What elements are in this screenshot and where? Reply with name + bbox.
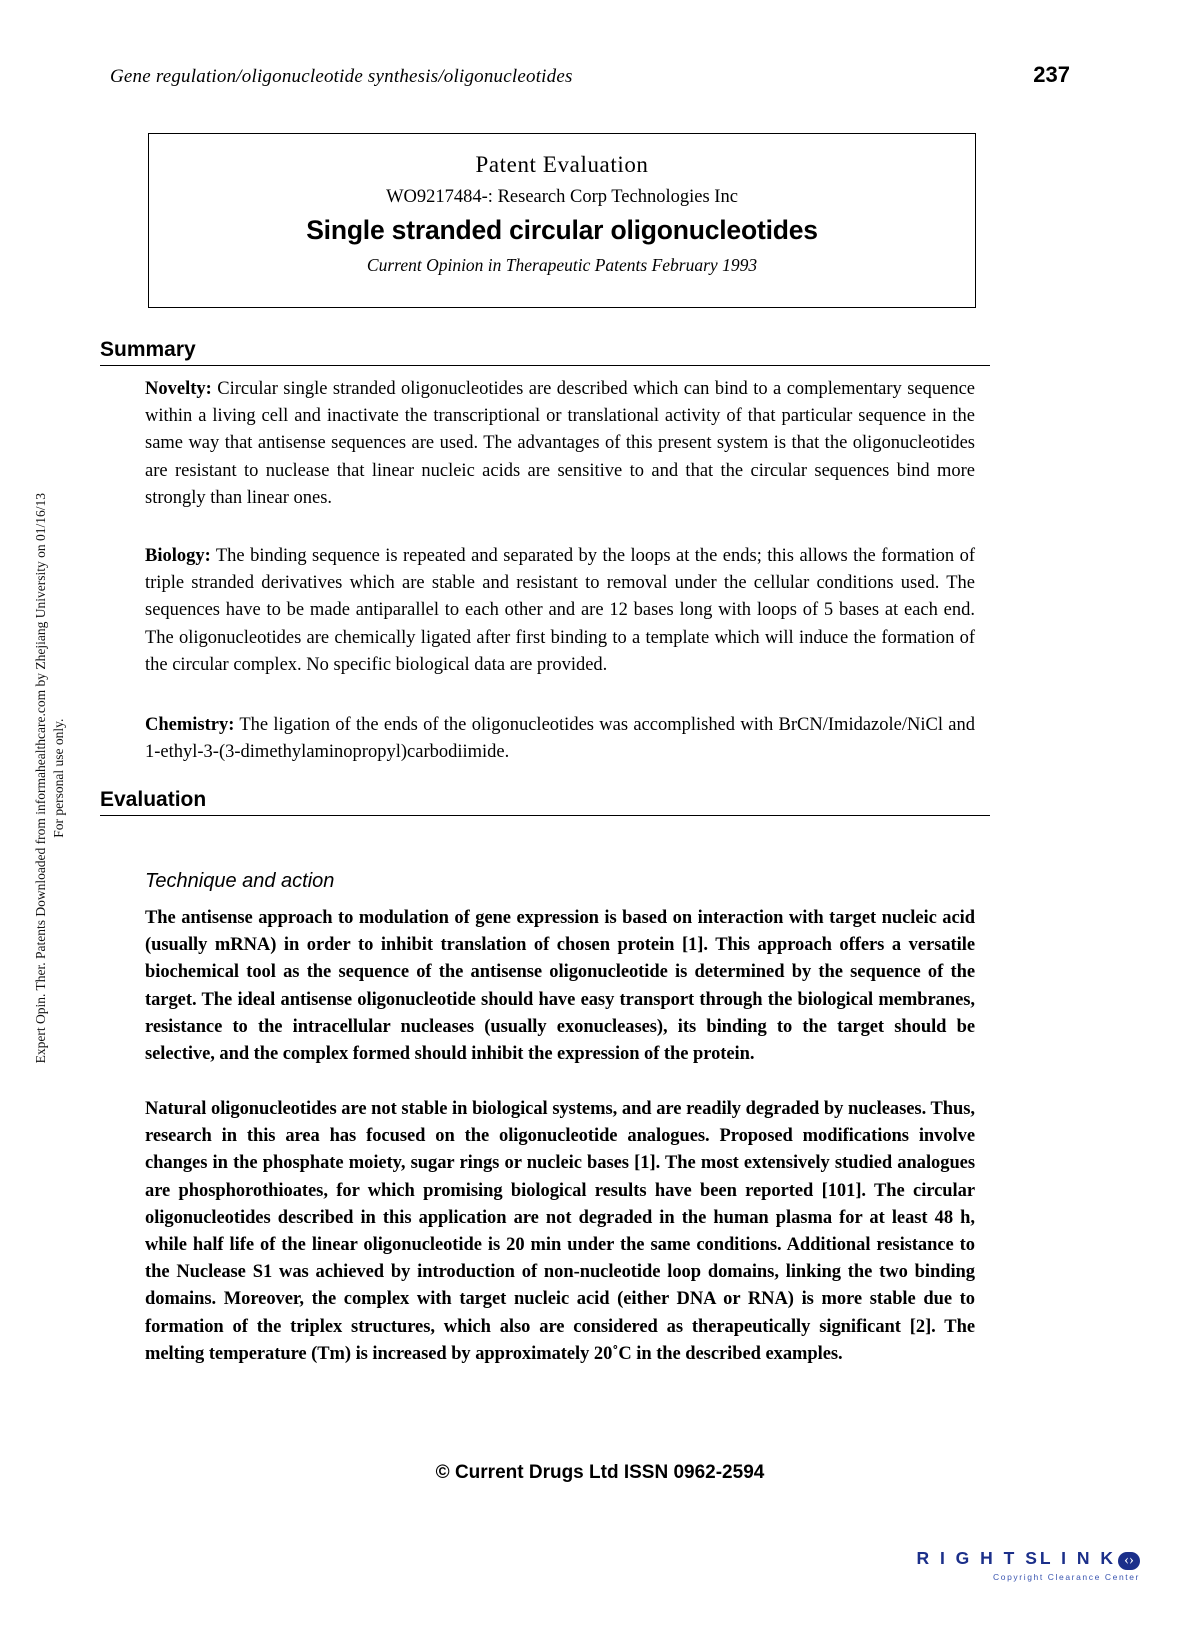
download-attribution-note — [32, 428, 68, 1128]
evaluation-section-heading — [100, 788, 990, 816]
evaluation-paragraph-2: Natural oligonucleotides are not stable in biological systems, and are readily degraded by nucleases. Thus, research in this area has focused on the oligonucleotide analogues. Proposed modifications involve changes in the phosphate moiety, sugar rings or nucleic bases [1]. The most extensively studied analogues are phosphorothioates, for which promising biological results have been reported [101]. The circular oligonucleotides described in this application are not degraded in the human plasma for at least 48 h, while half life of the linear oligonucleotide is 20 min under the same conditions. Additional resistance to the Nuclease S1 was achieved by introduction of non-nucleotide loop domains, linking the two binding domains. Moreover, the complex with target nucleic acid (either DNA or RNA) is more stable due to formation of the triplex structures, which also are considered as therapeutically significant [2]. The melting temperature (Tm) is increased by approximately 20˚C in the described examples. — [145, 1099, 975, 1364]
running-head — [110, 62, 1070, 88]
patent-number-line: WO9217484-: Research Corp Technologies Inc — [386, 187, 738, 207]
download-attribution-line1: Expert Opin. Ther. Patents Downloaded from informahealthcare.com by Zhejiang University on 01/16/13 — [32, 493, 48, 1064]
chemistry-paragraph — [145, 712, 975, 766]
patent-evaluation-kicker: Patent Evaluation — [475, 152, 649, 177]
novelty-text: Circular single stranded oligonucleotides are described which can bind to a complementary sequence within a living cell and inactivate the transcriptional or translational activity of that particular sequence in the same way that antisense sequences are used. The advantages of this present system is that the oligonucleotides are resistant to nuclease that linear nucleic acids are sensitive to and that the circular sequences bind more strongly than linear ones. — [145, 379, 975, 508]
footer-copyright: © Current Drugs Ltd ISSN 0962-2594 — [435, 1462, 765, 1483]
journal-source-line: Current Opinion in Therapeutic Patents February 1993 — [366, 255, 758, 275]
evaluation-paragraph-1: The antisense approach to modulation of gene expression is based on interaction with target nucleic acid (usually mRNA) in order to inhibit translation of chosen protein [1]. This approach offers a versatile biochemical tool as the sequence of the antisense oligonucleotide is determined by the sequence of the target. The ideal antisense oligonucleotide should have easy transport through the biological membranes, resistance to the intracellular nucleases (usually exonucleases), its binding to the target should be selective, and the complex formed should inhibit the expression of the protein. — [145, 908, 975, 1064]
page-number: 237 — [1033, 62, 1070, 87]
rightslink-logo-link: L I N K — [1039, 1548, 1116, 1568]
chemistry-label: Chemistry: — [145, 715, 235, 735]
novelty-label: Novelty: — [145, 379, 212, 399]
article-title: Single stranded circular oligonucleotides — [306, 215, 818, 245]
biology-paragraph — [145, 543, 975, 679]
novelty-paragraph — [145, 376, 975, 512]
running-head-title: Gene regulation/oligonucleotide synthesis/oligonucleotides — [110, 66, 573, 87]
summary-heading-rule — [100, 365, 990, 366]
rightslink-logo[interactable] — [916, 1548, 1140, 1582]
technique-and-action-subheading: Technique and action — [145, 870, 335, 892]
summary-heading-label: Summary — [100, 338, 196, 361]
summary-section-heading — [100, 338, 990, 366]
chemistry-text: The ligation of the ends of the oligonucleotides was accomplished with BrCN/Imidazole/NiCl and 1-ethyl-3-(3-dimethylaminopropyl)carbodiimide. — [145, 715, 975, 763]
download-attribution-line2: For personal use only. — [51, 718, 66, 838]
biology-label: Biology: — [145, 546, 211, 566]
biology-text: The binding sequence is repeated and separated by the loops at the ends; this allows the formation of triple stranded derivatives which are stable and resistant to removal under the cellular conditions used. The sequences have to be made antiparallel to each other and are 12 bases long with loops of 5 bases at each end. The oligonucleotides are chemically ligated after first binding to a template which will induce the formation of the circular complex. No specific biological data are provided. — [145, 546, 975, 675]
patent-title-box — [148, 133, 976, 308]
rightslink-logo-rights: R I G H T S — [916, 1548, 1040, 1568]
rightslink-subtitle: Copyright Clearance Center — [993, 1572, 1140, 1582]
rightslink-badge-icon: ‹› — [1118, 1552, 1140, 1570]
evaluation-heading-label: Evaluation — [100, 788, 207, 811]
evaluation-heading-rule — [100, 815, 990, 816]
